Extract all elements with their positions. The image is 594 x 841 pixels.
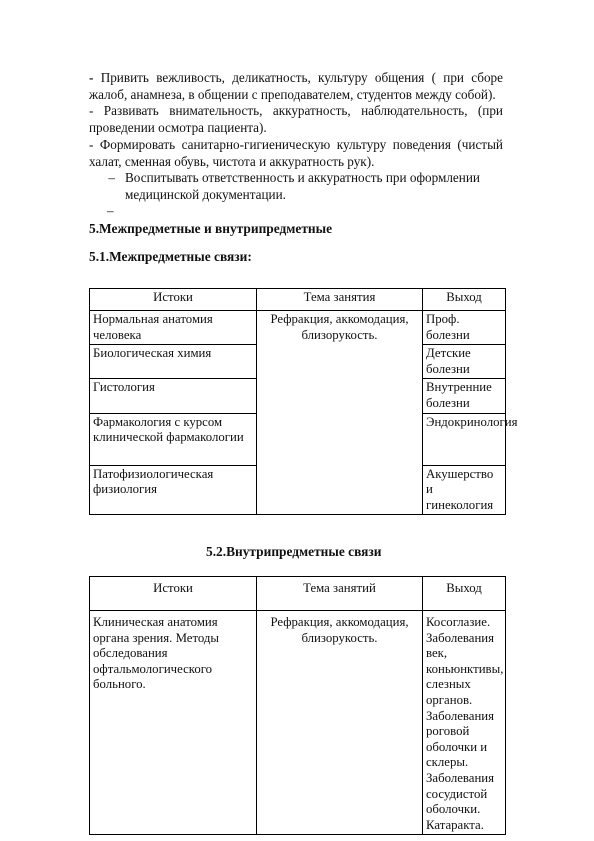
section-5-1-title: 5.1.Межпредметные связи: xyxy=(89,248,252,264)
t1-row-output: Акушерство и гинекология xyxy=(423,465,506,515)
t2-output-cell xyxy=(423,611,506,835)
t1-row-source: Патофизиологическая физиология xyxy=(90,465,257,515)
t1-row-output: Эндокринология xyxy=(423,413,506,465)
t1-header-output: Выход xyxy=(423,289,506,311)
goal-paragraph-1 xyxy=(89,70,503,103)
t2-output-item: Катаракта. xyxy=(426,817,484,832)
t1-row-output: Проф. болезни xyxy=(423,311,506,345)
document-body xyxy=(89,70,503,265)
t1-row-source: Нормальная анатомия человека xyxy=(90,311,257,345)
intradisciplinary-table xyxy=(89,576,506,835)
goal-paragraph-3: - Формировать санитарно-гигиеническую культуру поведения (чистый халат, сменная обувь, чистота и аккуратность рук). xyxy=(89,136,503,169)
t2-header-topic: Тема занятий xyxy=(257,577,423,611)
t2-header-source: Истоки xyxy=(90,577,257,611)
t2-topic-cell: Рефракция, аккомодация, близорукость. xyxy=(257,611,423,835)
t1-row-source: Фармакология с курсом клинической фармакологии xyxy=(90,413,257,465)
t2-output-item: Заболевания роговой оболочки и склеры. xyxy=(426,708,495,770)
t2-output-item: Заболевания сосудистой оболочки. xyxy=(426,770,495,817)
t1-row-output: Детские болезни xyxy=(423,345,506,379)
t2-source-cell: Клиническая анатомия органа зрения. Методы обследования офтальмологического больного. xyxy=(90,611,257,835)
goal-text-1: Привить вежливость, деликатность, культуру общения ( при сборе жалоб, анамнеза, в общении с преподавателем, студентов между собой). xyxy=(89,70,504,102)
empty-bullet-dash: – xyxy=(107,202,114,218)
goal-paragraph-2: - Развивать внимательность, аккуратность, наблюдательность, (при проведении осмотра пациента). xyxy=(89,103,503,136)
bullet-dash: – xyxy=(108,170,115,186)
t2-output-item: Косоглазие. xyxy=(426,615,491,629)
t2-output-item: Заболевания век, коньюнктивы, слезных органов. xyxy=(426,630,504,707)
t1-header-topic: Тема занятия xyxy=(257,289,423,311)
t1-row-source: Биологическая химия xyxy=(90,345,257,379)
t2-header-output: Выход xyxy=(423,577,506,611)
t1-topic-cell: Рефракция, аккомодация, близорукость. xyxy=(257,311,423,515)
section-5-title: 5.Межпредметные и внутрипредметные xyxy=(89,220,333,236)
t1-row-source: Гистология xyxy=(90,379,257,413)
interdisciplinary-table-grid xyxy=(89,288,518,515)
t1-row-output: Внутренние болезни xyxy=(423,379,506,413)
goal-bullet xyxy=(89,170,503,203)
bold-dash: - xyxy=(89,70,94,85)
bullet-text: Воспитывать ответственность и аккуратность при оформлении медицинской документации. xyxy=(125,170,480,202)
t1-header-source: Истоки xyxy=(90,289,257,311)
section-5-2-title: 5.2.Внутрипредметные связи xyxy=(206,544,382,559)
